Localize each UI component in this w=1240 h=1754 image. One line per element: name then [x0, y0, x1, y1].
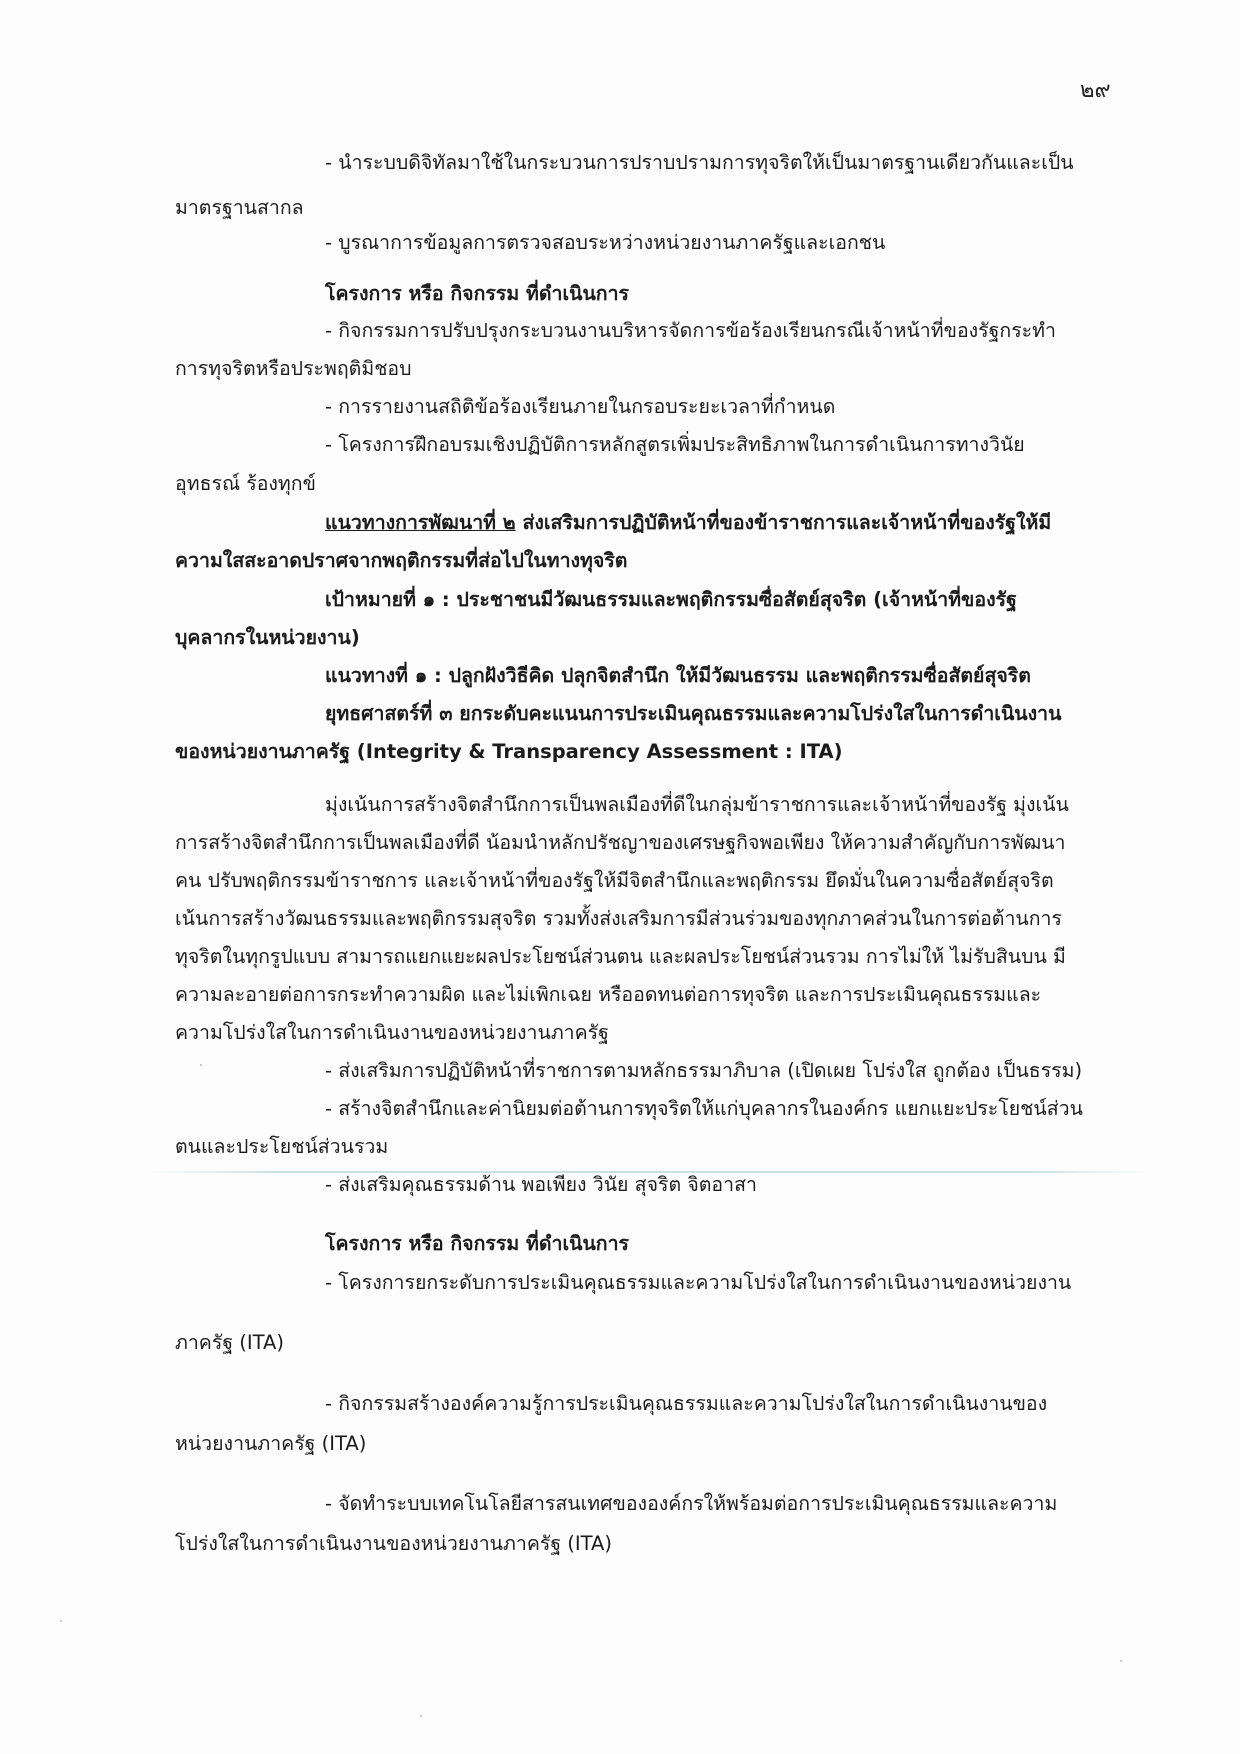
text-line: - นำระบบดิจิทัลมาใช้ในกระบวนการปราบปรามการทุจริตให้เป็นมาตรฐานเดียวกันและเป็น	[325, 151, 1074, 174]
section-heading: โครงการ หรือ กิจกรรม ที่ดำเนินการ	[325, 1232, 630, 1255]
text-line: มาตรฐานสากล	[175, 196, 304, 219]
goal-heading: เป้าหมายที่ ๑ : ประชาชนมีวัฒนธรรมและพฤติกรรมซื่อสัตย์สุจริต (เจ้าหน้าที่ของรัฐ	[325, 588, 1017, 611]
text-line: อุทธรณ์ ร้องทุกข์	[175, 472, 316, 495]
paragraph-line: เน้นการสร้างวัฒนธรรมและพฤติกรรมสุจริต รวมทั้งส่งเสริมการมีส่วนร่วมของทุกภาคส่วนในการต่อต้านการ	[175, 907, 1062, 930]
guideline-title: ส่งเสริมการปฏิบัติหน้าที่ของข้าราชการและเจ้าหน้าที่ของรัฐให้มี	[515, 511, 1052, 534]
paragraph-line: ความละอายต่อการกระทำความผิด และไม่เพิกเฉย หรืออดทนต่อการทุจริต และการประเมินคุณธรรมและ	[175, 983, 1042, 1006]
scan-speck	[1120, 1660, 1122, 1662]
paragraph-line: ความโปร่งใสในการดำเนินงานของหน่วยงานภาครัฐ	[175, 1021, 609, 1044]
text-line: ภาครัฐ (ITA)	[175, 1331, 284, 1354]
development-guideline-heading	[325, 508, 1051, 538]
text-line: การทุจริตหรือประพฤติมิชอบ	[175, 357, 412, 380]
text-line: โปร่งใสในการดำเนินงานของหน่วยงานภาครัฐ (ITA)	[175, 1532, 612, 1555]
text-line: - ส่งเสริมคุณธรรมด้าน พอเพียง วินัย สุจริต จิตอาสา	[325, 1173, 757, 1196]
text-line: - จัดทำระบบเทคโนโลยีสารสนเทศขององค์กรให้พร้อมต่อการประเมินคุณธรรมและความ	[325, 1492, 1058, 1515]
text-line: - โครงการฝึกอบรมเชิงปฏิบัติการหลักสูตรเพิ่มประสิทธิภาพในการดำเนินการทางวินัย	[325, 433, 1025, 456]
paragraph-line: คน ปรับพฤติกรรมข้าราชการ และเจ้าหน้าที่ของรัฐให้มีจิตสำนึกและพฤติกรรม ยึดมั่นในความซื่อสัตย์สุจริต	[175, 869, 1054, 892]
paragraph-line: การสร้างจิตสำนึกการเป็นพลเมืองที่ดี น้อมนำหลักปรัชญาของเศรษฐกิจพอเพียง ให้ความสำคัญกับการพัฒนา	[175, 831, 1066, 854]
text-line: - การรายงานสถิติข้อร้องเรียนภายในกรอบระยะเวลาที่กำหนด	[325, 395, 836, 418]
approach-heading: แนวทางที่ ๑ : ปลูกฝังวิธีคิด ปลุกจิตสำนึก ให้มีวัฒนธรรม และพฤติกรรมซื่อสัตย์สุจริต	[325, 664, 1031, 687]
scan-speck	[60, 1620, 62, 1622]
text-line: - บูรณาการข้อมูลการตรวจสอบระหว่างหน่วยงานภาครัฐและเอกชน	[325, 231, 886, 254]
text-line: บุคลากรในหน่วยงาน)	[175, 626, 360, 649]
paragraph-line: ทุจริตในทุกรูปแบบ สามารถแยกแยะผลประโยชน์ส่วนตน และผลประโยชน์ส่วนรวม การไม่ให้ ไม่รับสินบน มี	[175, 945, 1066, 968]
text-line: ของหน่วยงานภาครัฐ (Integrity & Transparency Assessment : ITA)	[175, 740, 843, 763]
paragraph-line: มุ่งเน้นการสร้างจิตสำนึกการเป็นพลเมืองที่ดีในกลุ่มข้าราชการและเจ้าหน้าที่ของรัฐ มุ่งเน้น	[325, 793, 1069, 816]
section-heading: โครงการ หรือ กิจกรรม ที่ดำเนินการ	[325, 282, 630, 305]
scan-speck	[200, 1064, 202, 1066]
text-line: - สร้างจิตสำนึกและค่านิยมต่อต้านการทุจริตให้แก่บุคลากรในองค์กร แยกแยะประโยชน์ส่วน	[325, 1097, 1083, 1120]
text-line: - ส่งเสริมการปฏิบัติหน้าที่ราชการตามหลักธรรมาภิบาล (เปิดเผย โปร่งใส ถูกต้อง เป็นธรรม)	[325, 1059, 1083, 1082]
page-number: ๒๙	[1080, 78, 1111, 103]
text-line: - กิจกรรมสร้างองค์ความรู้การประเมินคุณธรรมและความโปร่งใสในการดำเนินงานของ	[325, 1392, 1048, 1415]
text-line: ความใสสะอาดปราศจากพฤติกรรมที่ส่อไปในทางทุจริต	[175, 549, 628, 572]
text-line: - กิจกรรมการปรับปรุงกระบวนงานบริหารจัดการข้อร้องเรียนกรณีเจ้าหน้าที่ของรัฐกระทำ	[325, 319, 1056, 342]
text-line: - โครงการยกระดับการประเมินคุณธรรมและความโปร่งใสในการดำเนินงานของหน่วยงาน	[325, 1271, 1072, 1294]
guideline-number: แนวทางการพัฒนาที่ ๒	[325, 511, 516, 534]
text-line: ตนและประโยชน์ส่วนรวม	[175, 1135, 389, 1158]
text-line: หน่วยงานภาครัฐ (ITA)	[175, 1432, 367, 1455]
strategy-heading: ยุทธศาสตร์ที่ ๓ ยกระดับคะแนนการประเมินคุณธรรมและความโปร่งใสในการดำเนินงาน	[325, 702, 1062, 725]
scan-speck	[420, 1715, 422, 1717]
